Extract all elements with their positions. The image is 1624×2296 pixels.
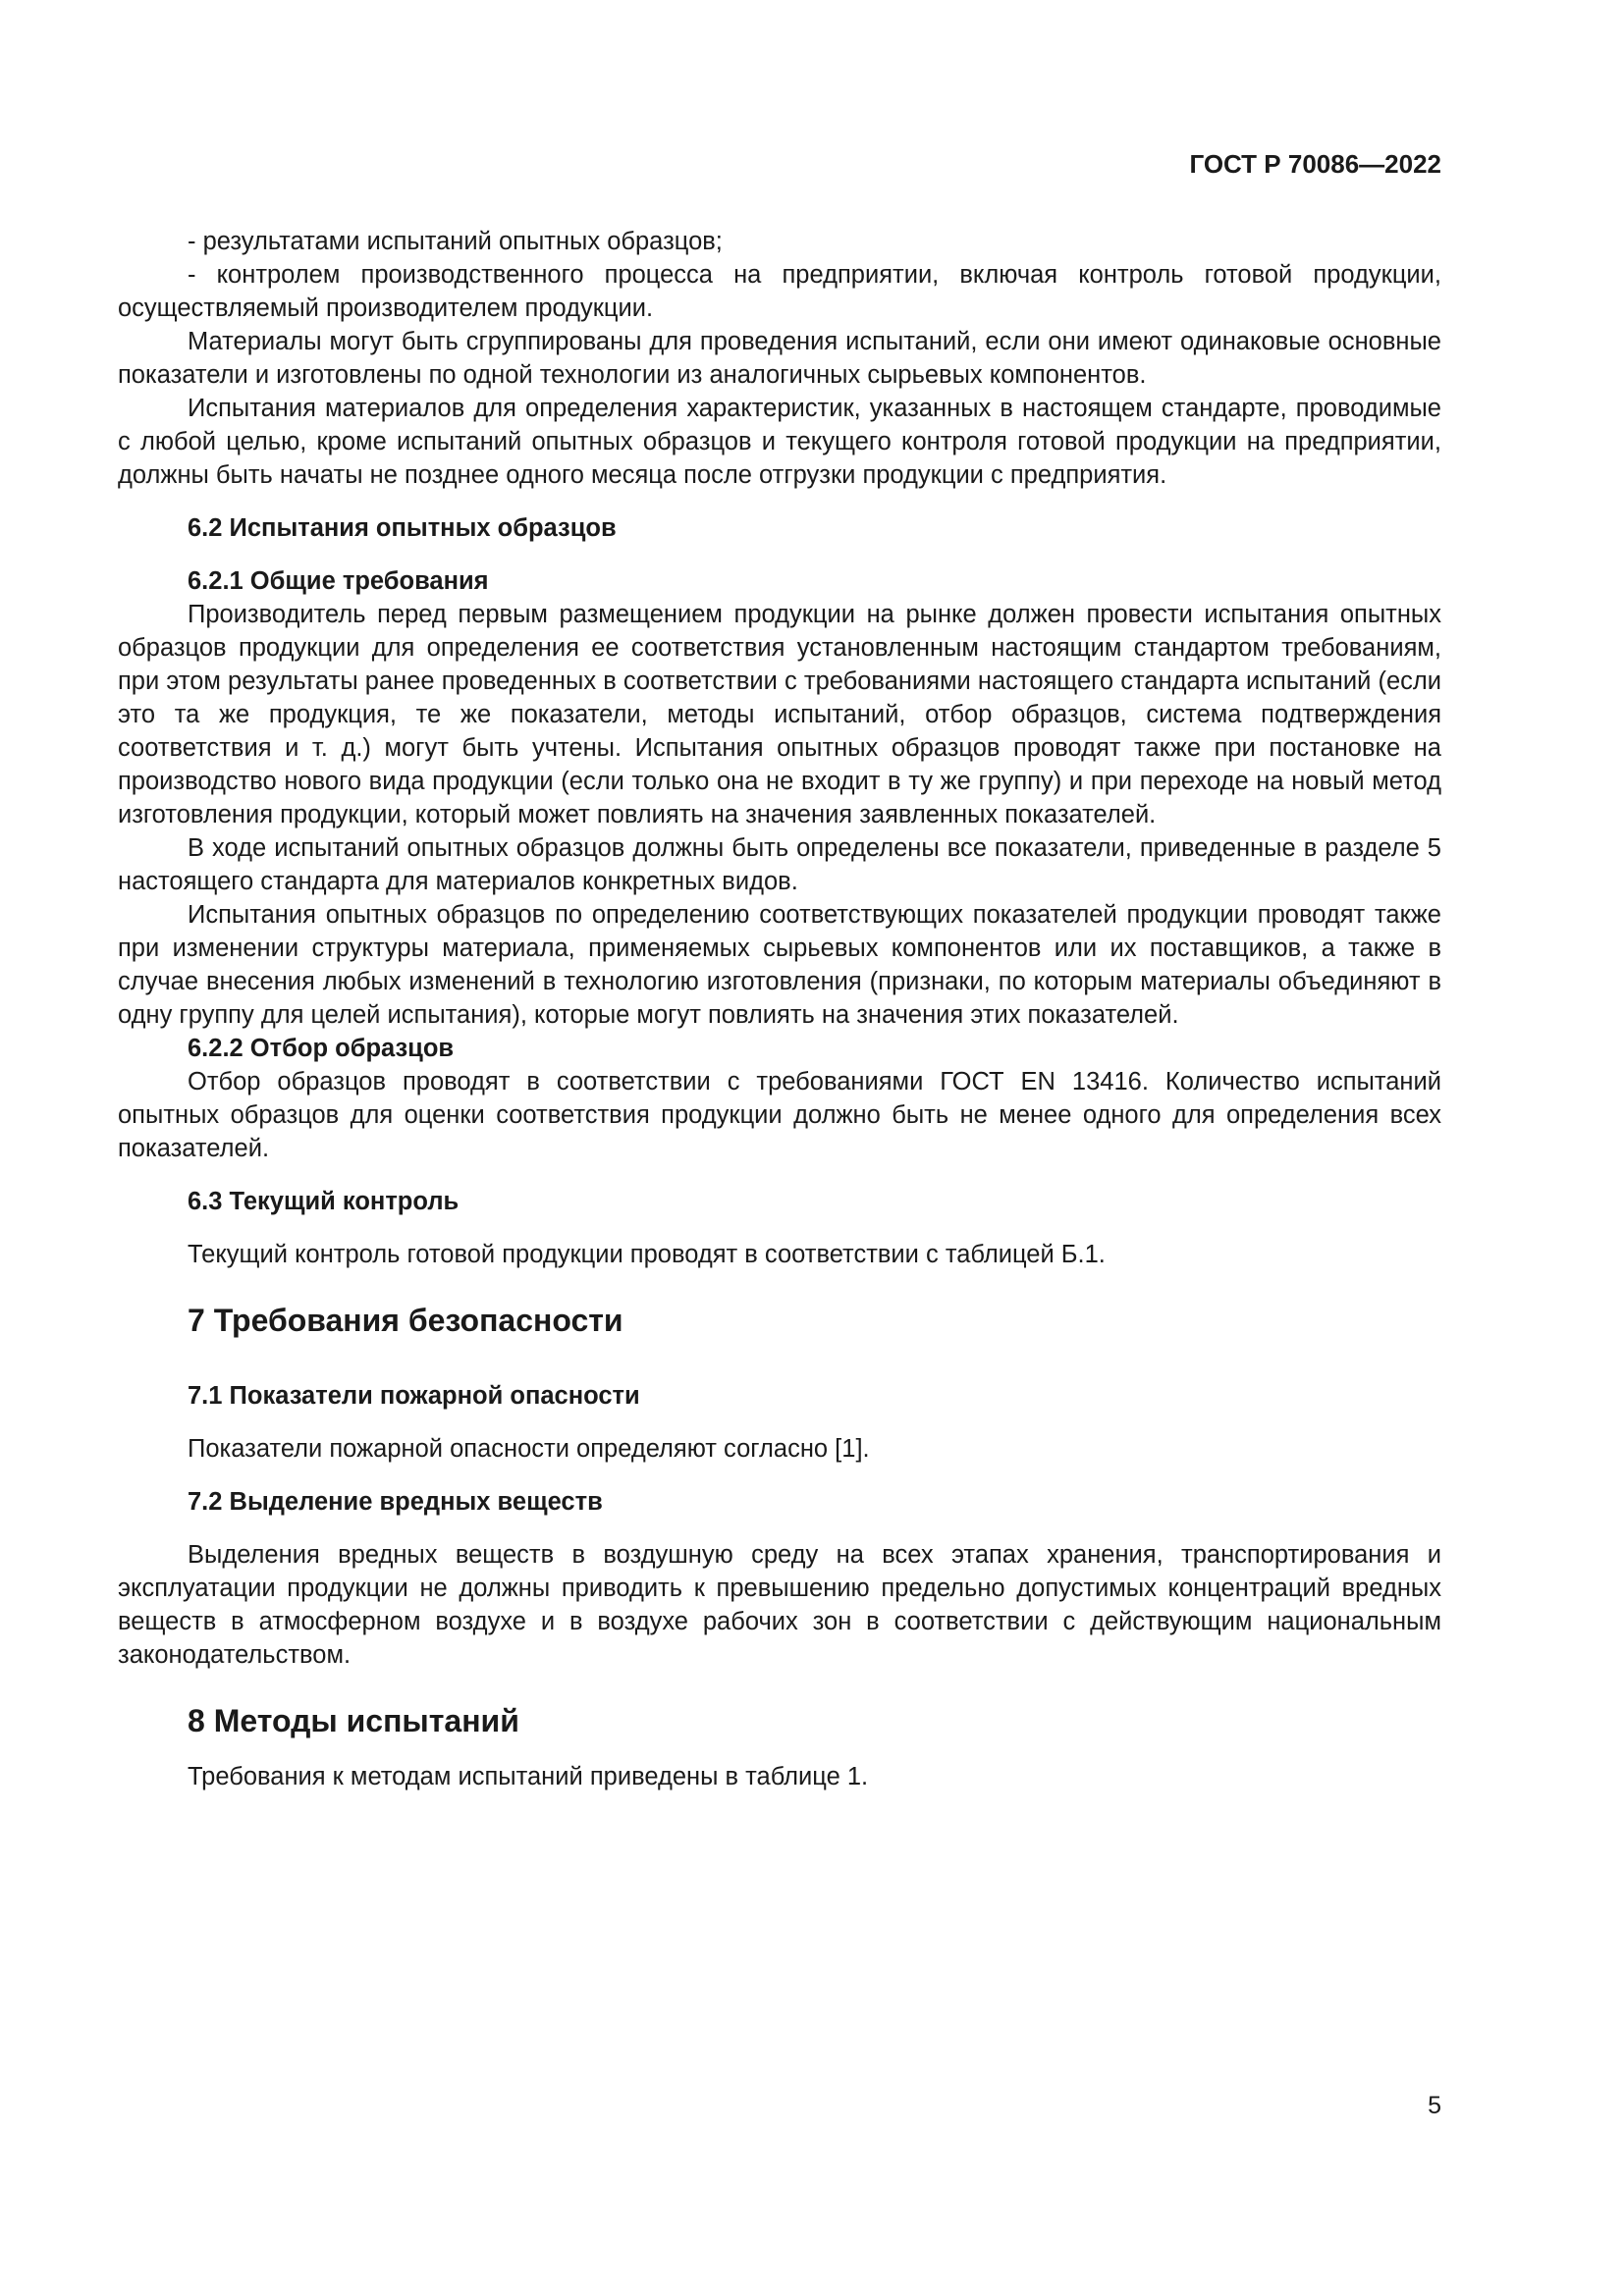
section-8-heading: 8 Методы испытаний [188,1703,519,1738]
section-7-1-paragraph-1: Показатели пожарной опасности определяют согласно [1]. [188,1435,870,1463]
section-6-2-1-heading: 6.2.1 Общие требования [188,567,489,595]
section-6-2-1-paragraph-2: В ходе испытаний опытных образцов должны быть определены все показатели, приведенные в разделе 5 настоящего стандарта для материалов конкретных видов. [118,834,1441,895]
section-7-2-paragraph-1: Выделения вредных веществ в воздушную среду на всех этапах хранения, транспортирования и эксплуатации продукции не должны приводить к превышению предельно допустимых концентраций вредных веществ в атмосферном воздухе и в воздухе рабочих зон в соответствии с действующим национальным законодательством. [118,1541,1441,1669]
document-number-header: ГОСТ Р 70086—2022 [1189,149,1441,179]
document-page [118,0,1441,2296]
section-6-2-2-paragraph-1: Отбор образцов проводят в соответствии с требованиями ГОСТ EN 13416. Количество испытаний опытных образцов для оценки соответствия продукции должно быть не менее одного для определения всех показателей. [118,1068,1441,1162]
page-number: 5 [1428,2092,1441,2119]
section-7-2-heading: 7.2 Выделение вредных веществ [188,1488,603,1516]
section-6-2-1-paragraph-3: Испытания опытных образцов по определению соответствующих показателей продукции проводят также при изменении структуры материала, применяемых сырьевых компонентов или их поставщиков, а также в случае внесения любых изменений в технологию изготовления (признаки, по которым материалы объединяют в одну группу для целей испытания), которые могут повлиять на значения этих показателей. [118,901,1441,1029]
intro-paragraph-2: - контролем производственного процесса на предприятии, включая контроль готовой продукции, осуществляемый производителем продукции. [118,261,1441,322]
intro-paragraph-1: - результатами испытаний опытных образцов; [188,228,723,255]
section-7-heading: 7 Требования безопасности [188,1303,623,1338]
section-6-2-2-heading: 6.2.2 Отбор образцов [188,1035,455,1062]
section-8-paragraph-1: Требования к методам испытаний приведены в таблице 1. [188,1763,869,1790]
section-6-2-1-paragraph-1: Производитель перед первым размещением продукции на рынке должен провести испытания опытных образцов продукции для определения ее соответствия установленным настоящим стандартом требованиям, при этом результаты ранее проведенных в соответствии с требованиями настоящего стандарта испытаний (если это та же продукция, те же показатели, методы испытаний, отбор образцов, система подтверждения соответствия и т. д.) могут быть учтены. Испытания опытных образцов проводят также при постановке на производство нового вида продукции (если только она не входит в ту же группу) и при переходе на новый метод изготовления продукции, который может повлиять на значения заявленных показателей. [118,601,1441,828]
intro-paragraph-4: Испытания материалов для определения характеристик, указанных в настоящем стандарте, проводимые с любой целью, кроме испытаний опытных образцов и текущего контроля готовой продукции на предприятии, должны быть начаты не позднее одного месяца после отгрузки продукции с предприятия. [118,395,1441,489]
section-6-3-paragraph-1: Текущий контроль готовой продукции проводят в соответствии с таблицей Б.1. [188,1241,1106,1268]
intro-paragraph-3: Материалы могут быть сгруппированы для проведения испытаний, если они имеют одинаковые основные показатели и изготовлены по одной технологии из аналогичных сырьевых компонентов. [118,328,1441,389]
section-6-2-heading: 6.2 Испытания опытных образцов [188,514,617,542]
document-body [118,225,1441,1793]
section-6-3-heading: 6.3 Текущий контроль [188,1188,460,1215]
section-7-1-heading: 7.1 Показатели пожарной опасности [188,1382,640,1410]
